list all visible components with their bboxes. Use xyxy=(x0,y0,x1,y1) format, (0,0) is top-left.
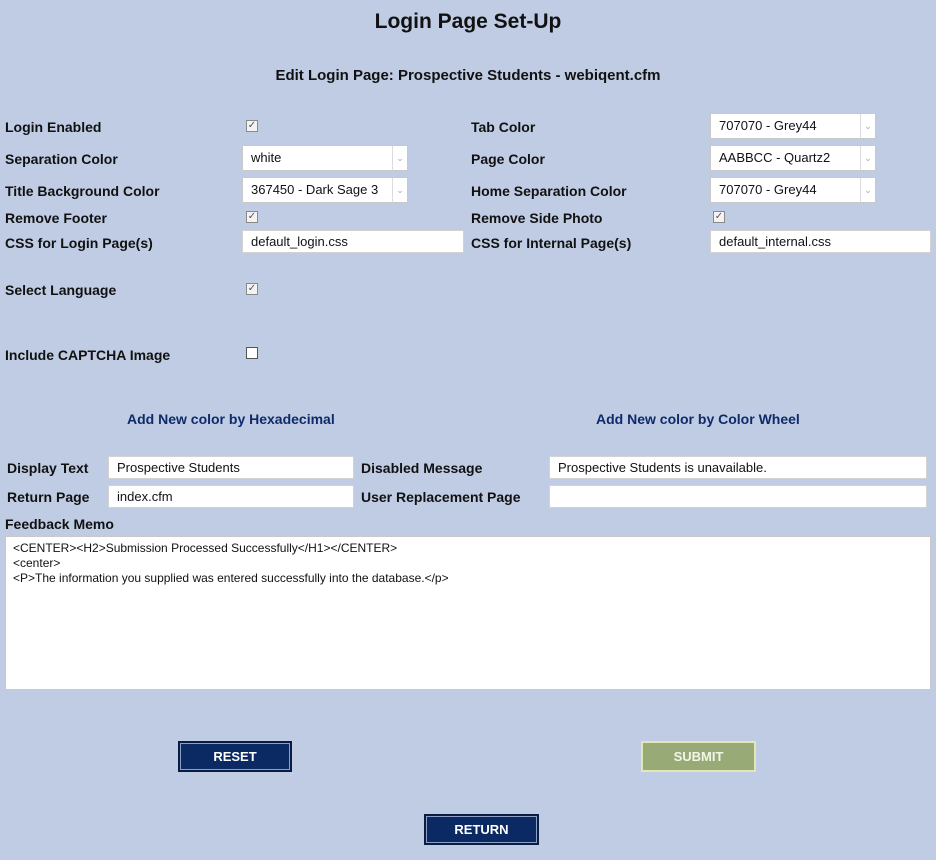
checkmark-icon: ✓ xyxy=(247,120,257,131)
feedback-memo-textarea[interactable]: <CENTER><H2>Submission Processed Successfully</H1></CENTER> <center> <P>The information you supplied was entered successfully into the database.</p> xyxy=(5,536,931,690)
user-replacement-page-input[interactable] xyxy=(549,485,927,508)
home-sep-color-value: 707070 - Grey44 xyxy=(719,182,817,197)
checkmark-icon: ✓ xyxy=(714,211,724,222)
separation-color-select[interactable] xyxy=(242,145,408,171)
checkmark-icon: ✓ xyxy=(247,211,257,222)
reset-button[interactable]: RESET xyxy=(178,741,292,772)
page-color-select[interactable] xyxy=(710,145,876,171)
css-login-label: CSS for Login Page(s) xyxy=(5,235,153,251)
css-login-input[interactable]: default_login.css xyxy=(242,230,464,253)
title-bg-color-select[interactable] xyxy=(242,177,408,203)
page-subtitle: Edit Login Page: Prospective Students - webiqent.cfm xyxy=(275,67,661,84)
remove-footer-label: Remove Footer xyxy=(5,210,107,226)
tab-color-value: 707070 - Grey44 xyxy=(719,118,817,133)
css-internal-input[interactable]: default_internal.css xyxy=(710,230,931,253)
disabled-message-label: Disabled Message xyxy=(361,460,483,476)
page-title: Login Page Set-Up xyxy=(374,10,562,33)
display-text-label: Display Text xyxy=(7,460,89,476)
title-bg-color-label: Title Background Color xyxy=(5,183,160,199)
add-color-hex-link[interactable]: Add New color by Hexadecimal xyxy=(127,411,335,427)
chevron-down-icon: ⌄ xyxy=(392,178,407,202)
remove-footer-checkbox[interactable] xyxy=(246,211,258,223)
return-button[interactable]: RETURN xyxy=(424,814,539,845)
tab-color-select[interactable] xyxy=(710,113,876,139)
page-color-label: Page Color xyxy=(471,151,545,167)
select-language-label: Select Language xyxy=(5,282,117,298)
login-enabled-label: Login Enabled xyxy=(5,119,102,135)
return-page-label: Return Page xyxy=(7,489,90,505)
remove-side-photo-checkbox[interactable] xyxy=(713,211,725,223)
home-sep-color-label: Home Separation Color xyxy=(471,183,627,199)
login-enabled-checkbox[interactable] xyxy=(246,120,258,132)
chevron-down-icon: ⌄ xyxy=(860,114,875,138)
add-color-wheel-link[interactable]: Add New color by Color Wheel xyxy=(596,411,800,427)
feedback-memo-label: Feedback Memo xyxy=(5,516,114,532)
tab-color-label: Tab Color xyxy=(471,119,536,135)
user-replacement-page-label: User Replacement Page xyxy=(361,489,521,505)
css-internal-label: CSS for Internal Page(s) xyxy=(471,235,632,251)
page-color-value: AABBCC - Quartz2 xyxy=(719,150,831,165)
chevron-down-icon: ⌄ xyxy=(392,146,407,170)
home-sep-color-select[interactable] xyxy=(710,177,876,203)
chevron-down-icon: ⌄ xyxy=(860,146,875,170)
separation-color-value: white xyxy=(251,150,282,165)
remove-side-photo-label: Remove Side Photo xyxy=(471,210,603,226)
display-text-input[interactable]: Prospective Students xyxy=(108,456,354,479)
include-captcha-checkbox[interactable] xyxy=(246,347,258,359)
title-bg-color-value: 367450 - Dark Sage 3 xyxy=(251,182,379,197)
separation-color-label: Separation Color xyxy=(5,151,118,167)
include-captcha-label: Include CAPTCHA Image xyxy=(5,347,171,363)
select-language-checkbox[interactable] xyxy=(246,283,258,295)
checkmark-icon: ✓ xyxy=(247,283,257,294)
disabled-message-input[interactable]: Prospective Students is unavailable. xyxy=(549,456,927,479)
chevron-down-icon: ⌄ xyxy=(860,178,875,202)
submit-button[interactable]: SUBMIT xyxy=(641,741,756,772)
return-page-input[interactable]: index.cfm xyxy=(108,485,354,508)
